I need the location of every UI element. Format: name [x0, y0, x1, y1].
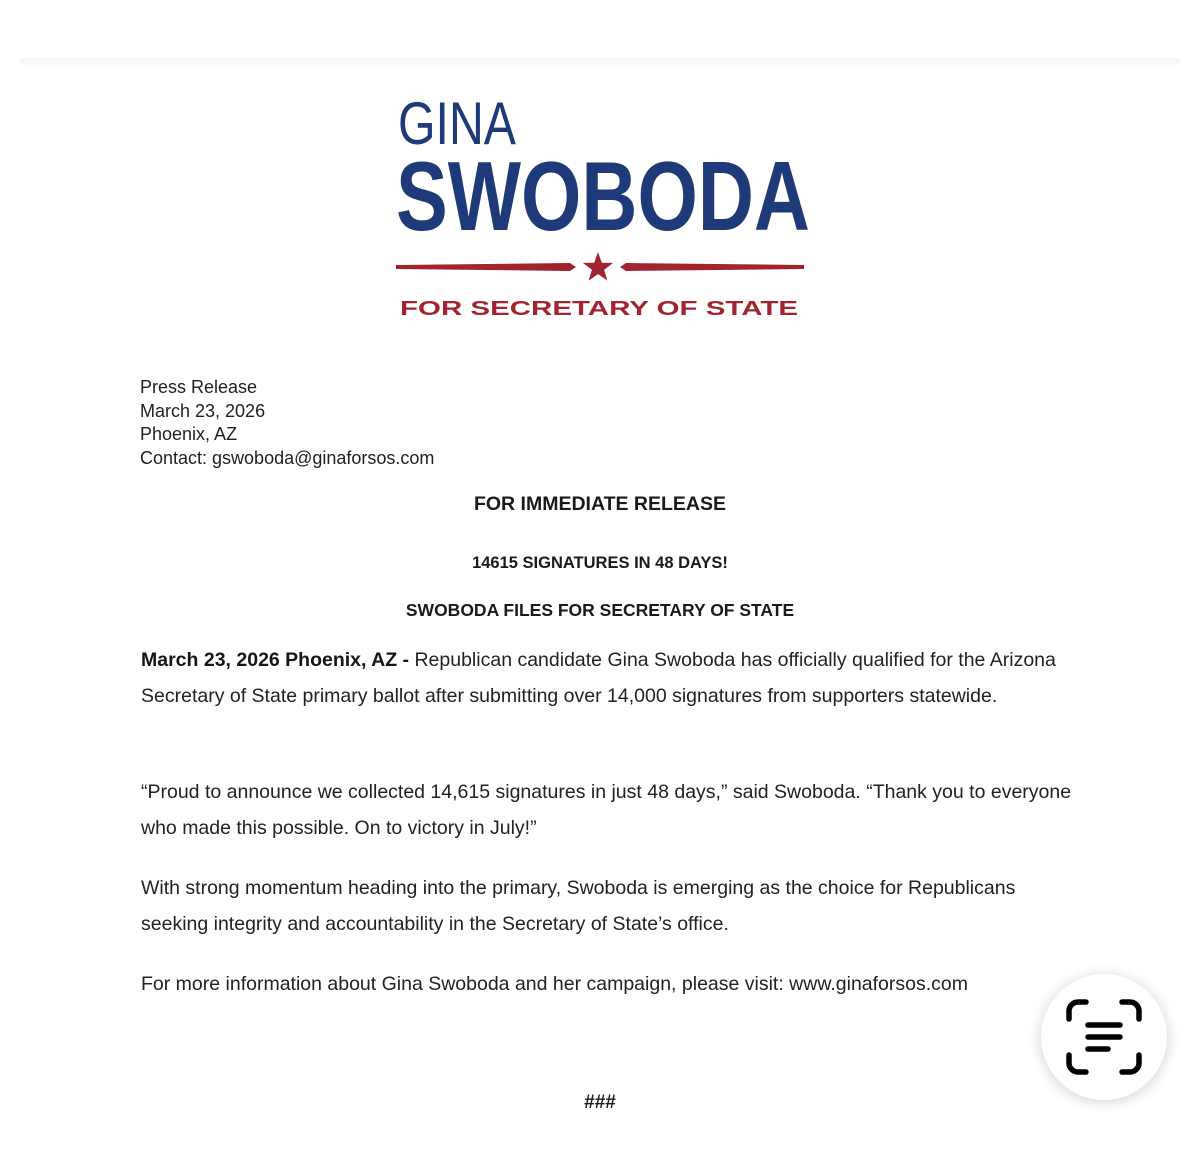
text-scan-button[interactable]: [1041, 974, 1167, 1100]
logo-tagline: FOR SECRETARY OF STATE: [400, 298, 798, 320]
page-top-edge: [20, 58, 1180, 68]
immediate-release-heading: FOR IMMEDIATE RELEASE: [473, 493, 727, 515]
logo-left-swoosh: [396, 263, 576, 271]
release-header: [140, 376, 434, 470]
release-date: March 23, 2026: [140, 400, 266, 421]
contact-email: Contact: gswoboda@ginaforsos.com: [140, 447, 435, 468]
end-mark: ###: [584, 1092, 616, 1113]
logo-right-swoosh: [620, 263, 804, 271]
body-paragraph-2: “Proud to announce we collected 14,615 signatures in just 48 days,” said Swoboda. “Thank you to everyone who made this possible. On to victory in July!”: [141, 781, 1072, 839]
body-paragraph-3: With strong momentum heading into the primary, Swoboda is emerging as the choice for Republicans seeking integrity and accountability in the Secretary of State’s office.: [141, 877, 1016, 935]
doc-type: Press Release: [140, 377, 258, 397]
paragraph-1-text: Republican candidate Gina Swoboda has officially qualified for the Arizona Secretary of State primary ballot after submitting over 14,000 signatures from supporters statewide.: [141, 649, 1056, 707]
filing-headline: SWOBODA FILES FOR SECRETARY OF STATE: [405, 600, 795, 620]
body-paragraph-1: [141, 642, 1081, 714]
text-scan-icon: [1064, 997, 1144, 1077]
signatures-headline: 14615 SIGNATURES IN 48 DAYS!: [472, 554, 728, 572]
body-paragraph-4: For more information about Gina Swoboda and her campaign, please visit: www.ginaforsos.com: [141, 973, 968, 995]
logo-last-name: SWOBODA: [396, 141, 810, 251]
star-icon: [583, 252, 613, 281]
release-location: Phoenix, AZ: [140, 424, 238, 445]
logo-first-name: GINA: [398, 90, 516, 157]
campaign-logo: [380, 78, 820, 328]
dateline: March 23, 2026 Phoenix, AZ -: [141, 649, 410, 671]
